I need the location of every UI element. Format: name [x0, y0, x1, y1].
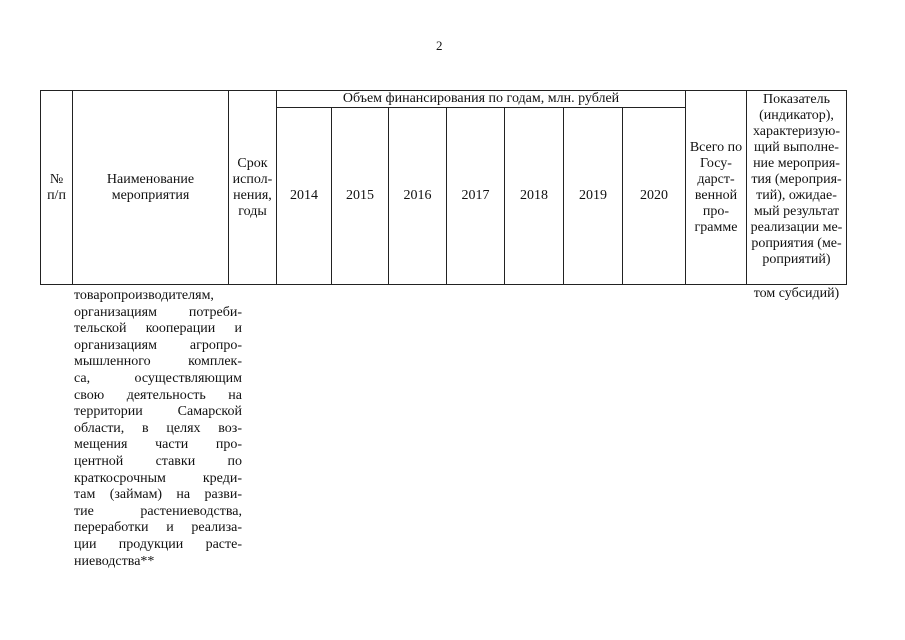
header-year-2018: 2018	[520, 188, 548, 203]
header-term: Срок испол- нения, годы	[232, 155, 273, 219]
continuation-indicator-text: том субсидий)	[753, 286, 840, 301]
header-year-2015: 2015	[346, 188, 374, 203]
page-number: 2	[436, 38, 443, 53]
header-year-2016: 2016	[403, 188, 432, 203]
header-year-2019: 2019	[579, 188, 607, 203]
header-year-2017: 2017	[461, 188, 490, 203]
header-total: Всего по Госу- дарст- венной про- грамме	[689, 139, 743, 235]
header-year-2020: 2020	[640, 188, 668, 203]
header-indicator: Показатель (индикатор), характеризую- щий выполне- ние мероприя- тия (мероприя- тий), ожидае- мый результат реализации ме- роприятия (ме- роприятий)	[750, 92, 843, 267]
header-number: № п/п	[47, 171, 66, 203]
continuation-name-text: товаропроизводителям, организациям потреби- тельской кооперации и организациям агропро- мышленного комплек- са, осуществляющим свою деятельность на территории Самарской области, в целях воз- мещения части про- центной ставки по краткосрочным креди- там (займам) на разви- тие растениеводства, переработки и реализа- ции продукции расте- ниеводства**	[74, 288, 242, 569]
header-name: Наименование мероприятия	[106, 171, 195, 203]
col-border-12	[846, 90, 847, 285]
header-year-2014: 2014	[290, 188, 318, 203]
header-financing: Объем финансирования по годам, млн. рублей	[342, 90, 620, 106]
